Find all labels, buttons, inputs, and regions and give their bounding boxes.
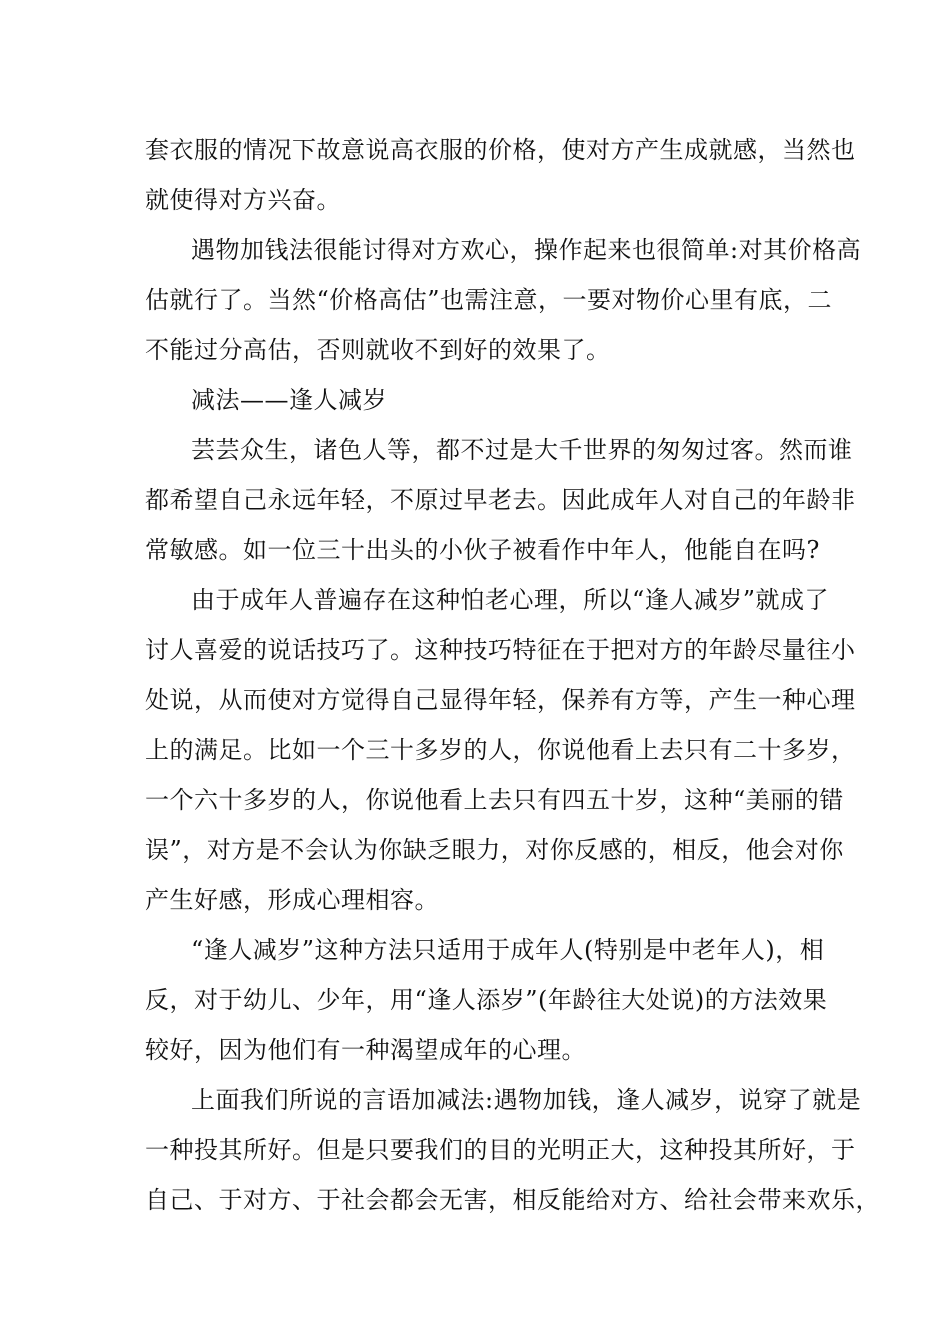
text-line: 芸芸众生，诸色人等，都不过是大千世界的匆匆过客。然而谁 <box>191 436 853 464</box>
text-line: 反，对于幼儿、少年，用“逢人添岁”(年龄往大处说)的方法效果 <box>145 986 828 1014</box>
text-line: 上的满足。比如一个三十多岁的人，你说他看上去只有二十多岁， <box>145 736 856 764</box>
text-line: 就使得对方兴奋。 <box>145 186 341 214</box>
text-line: 一个六十多岁的人，你说他看上去只有四五十岁，这种“美丽的错 <box>145 786 844 814</box>
text-line: 产生好感，形成心理相容。 <box>145 886 439 914</box>
text-line: 误”，对方是不会认为你缺乏眼力，对你反感的，相反，他会对你 <box>145 836 844 864</box>
text-line: 一种投其所好。但是只要我们的目的光明正大，这种投其所好，于 <box>145 1136 856 1164</box>
text-line: 讨人喜爱的说话技巧了。这种技巧特征在于把对方的年龄尽量往小 <box>145 636 856 664</box>
text-line: 估就行了。当然“价格高估”也需注意，一要对物价心里有底，二 <box>145 286 833 314</box>
text-line: 不能过分高估，否则就收不到好的效果了。 <box>145 336 611 364</box>
text-line: 自己、于对方、于社会都会无害，相反能给对方、给社会带来欢乐， <box>145 1186 880 1214</box>
section-heading: 减法——逢人减岁 <box>191 386 387 414</box>
text-line: 由于成年人普遍存在这种怕老心理，所以“逢人减岁”就成了 <box>191 586 830 614</box>
text-line: 较好，因为他们有一种渴望成年的心理。 <box>145 1036 586 1064</box>
text-line: 套衣服的情况下故意说高衣服的价格，使对方产生成就感，当然也 <box>145 136 856 164</box>
text-line: 上面我们所说的言语加减法:遇物加钱，逢人减岁，说穿了就是 <box>191 1086 862 1114</box>
text-line: “逢人减岁”这种方法只适用于成年人(特别是中老年人)，相 <box>191 936 825 964</box>
text-line: 常敏感。如一位三十出头的小伙子被看作中年人，他能自在吗? <box>145 536 820 564</box>
text-line: 遇物加钱法很能讨得对方欢心，操作起来也很简单:对其价格高 <box>191 236 862 264</box>
text-line: 都希望自己永远年轻，不原过早老去。因此成年人对自己的年龄非 <box>145 486 856 514</box>
text-line: 处说，从而使对方觉得自己显得年轻，保养有方等，产生一种心理 <box>145 686 856 714</box>
